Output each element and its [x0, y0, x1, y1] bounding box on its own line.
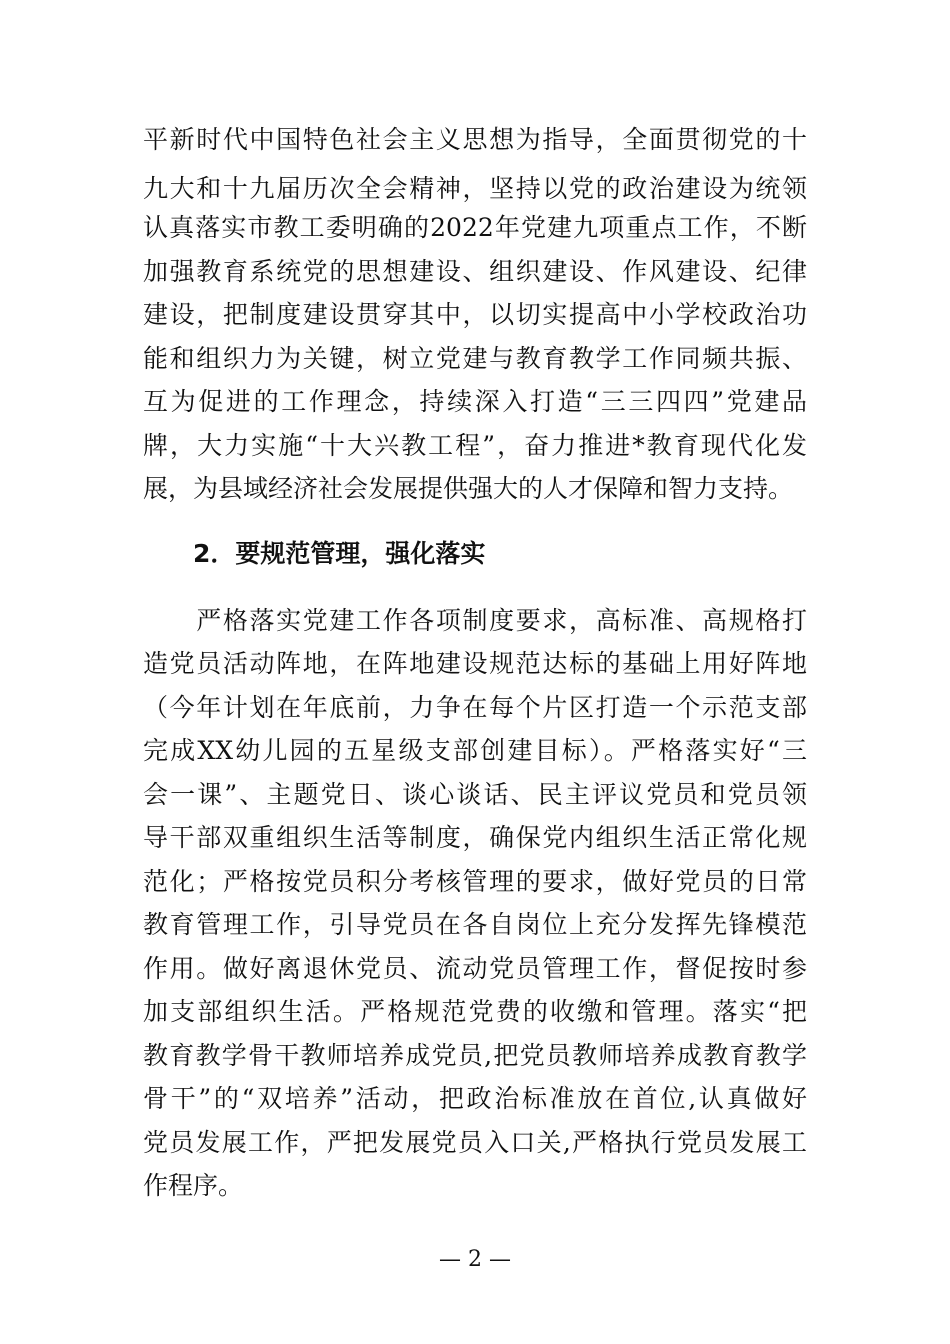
text-line: 互为促进的工作理念，持续深入打造“三三四四”党建品 — [143, 387, 807, 416]
text-line: 造党员活动阵地，在阵地建设规范达标的基础上用好阵地 — [143, 649, 807, 678]
text-line: 作用。做好离退休党员、流动党员管理工作，督促按时参 — [143, 954, 807, 983]
text-line: （今年计划在年底前，力争在每个片区打造一个示范支部 — [143, 693, 807, 722]
text-line: 加支部组织生活。严格规范党费的收缴和管理。落实“把 — [143, 997, 807, 1026]
text-line: 加强教育系统党的思想建设、组织建设、作风建设、纪律 — [143, 257, 807, 286]
text-line: 建设，把制度建设贯穿其中，以切实提高中小学校政治功 — [143, 300, 807, 329]
text-line: 完成XX幼儿园的五星级支部创建目标）。严格落实好“三 — [143, 736, 807, 765]
text-line: 作程序。 — [143, 1171, 244, 1200]
text-line: 教育教学骨干教师培养成党员,把党员教师培养成教育教学 — [143, 1041, 807, 1070]
text-line: 能和组织力为关键，树立党建与教育教学工作同频共振、 — [143, 344, 807, 373]
text-line: 平新时代中国特色社会主义思想为指导，全面贯彻党的十 — [143, 125, 807, 154]
text-line: 严格落实党建工作各项制度要求，高标准、高规格打 — [143, 606, 807, 635]
text-line: 展，为县域经济社会发展提供强大的人才保障和智力支持。 — [143, 474, 794, 503]
section-heading: 2．要规范管理，强化落实 — [193, 539, 486, 568]
page-number: — 2 — — [439, 1247, 511, 1272]
text-line: 导干部双重组织生活等制度，确保党内组织生活正常化规 — [143, 823, 807, 852]
text-line: 党员发展工作，严把发展党员入口关,严格执行党员发展工 — [143, 1128, 807, 1157]
text-line: 牌，大力实施“十大兴教工程”，奋力推进*教育现代化发 — [143, 431, 807, 460]
text-line: 范化；严格按党员积分考核管理的要求，做好党员的日常 — [143, 867, 807, 896]
text-line: 骨干”的“双培养”活动，把政治标准放在首位,认真做好 — [143, 1084, 807, 1113]
text-line: 会一课”、主题党日、谈心谈话、民主评议党员和党员领 — [143, 780, 807, 809]
text-line: 教育管理工作，引导党员在各自岗位上充分发挥先锋模范 — [143, 910, 807, 939]
text-line: 认真落实市教工委明确的2022年党建九项重点工作，不断 — [143, 213, 807, 242]
text-line: 九大和十九届历次全会精神，坚持以党的政治建设为统领 — [143, 174, 807, 203]
